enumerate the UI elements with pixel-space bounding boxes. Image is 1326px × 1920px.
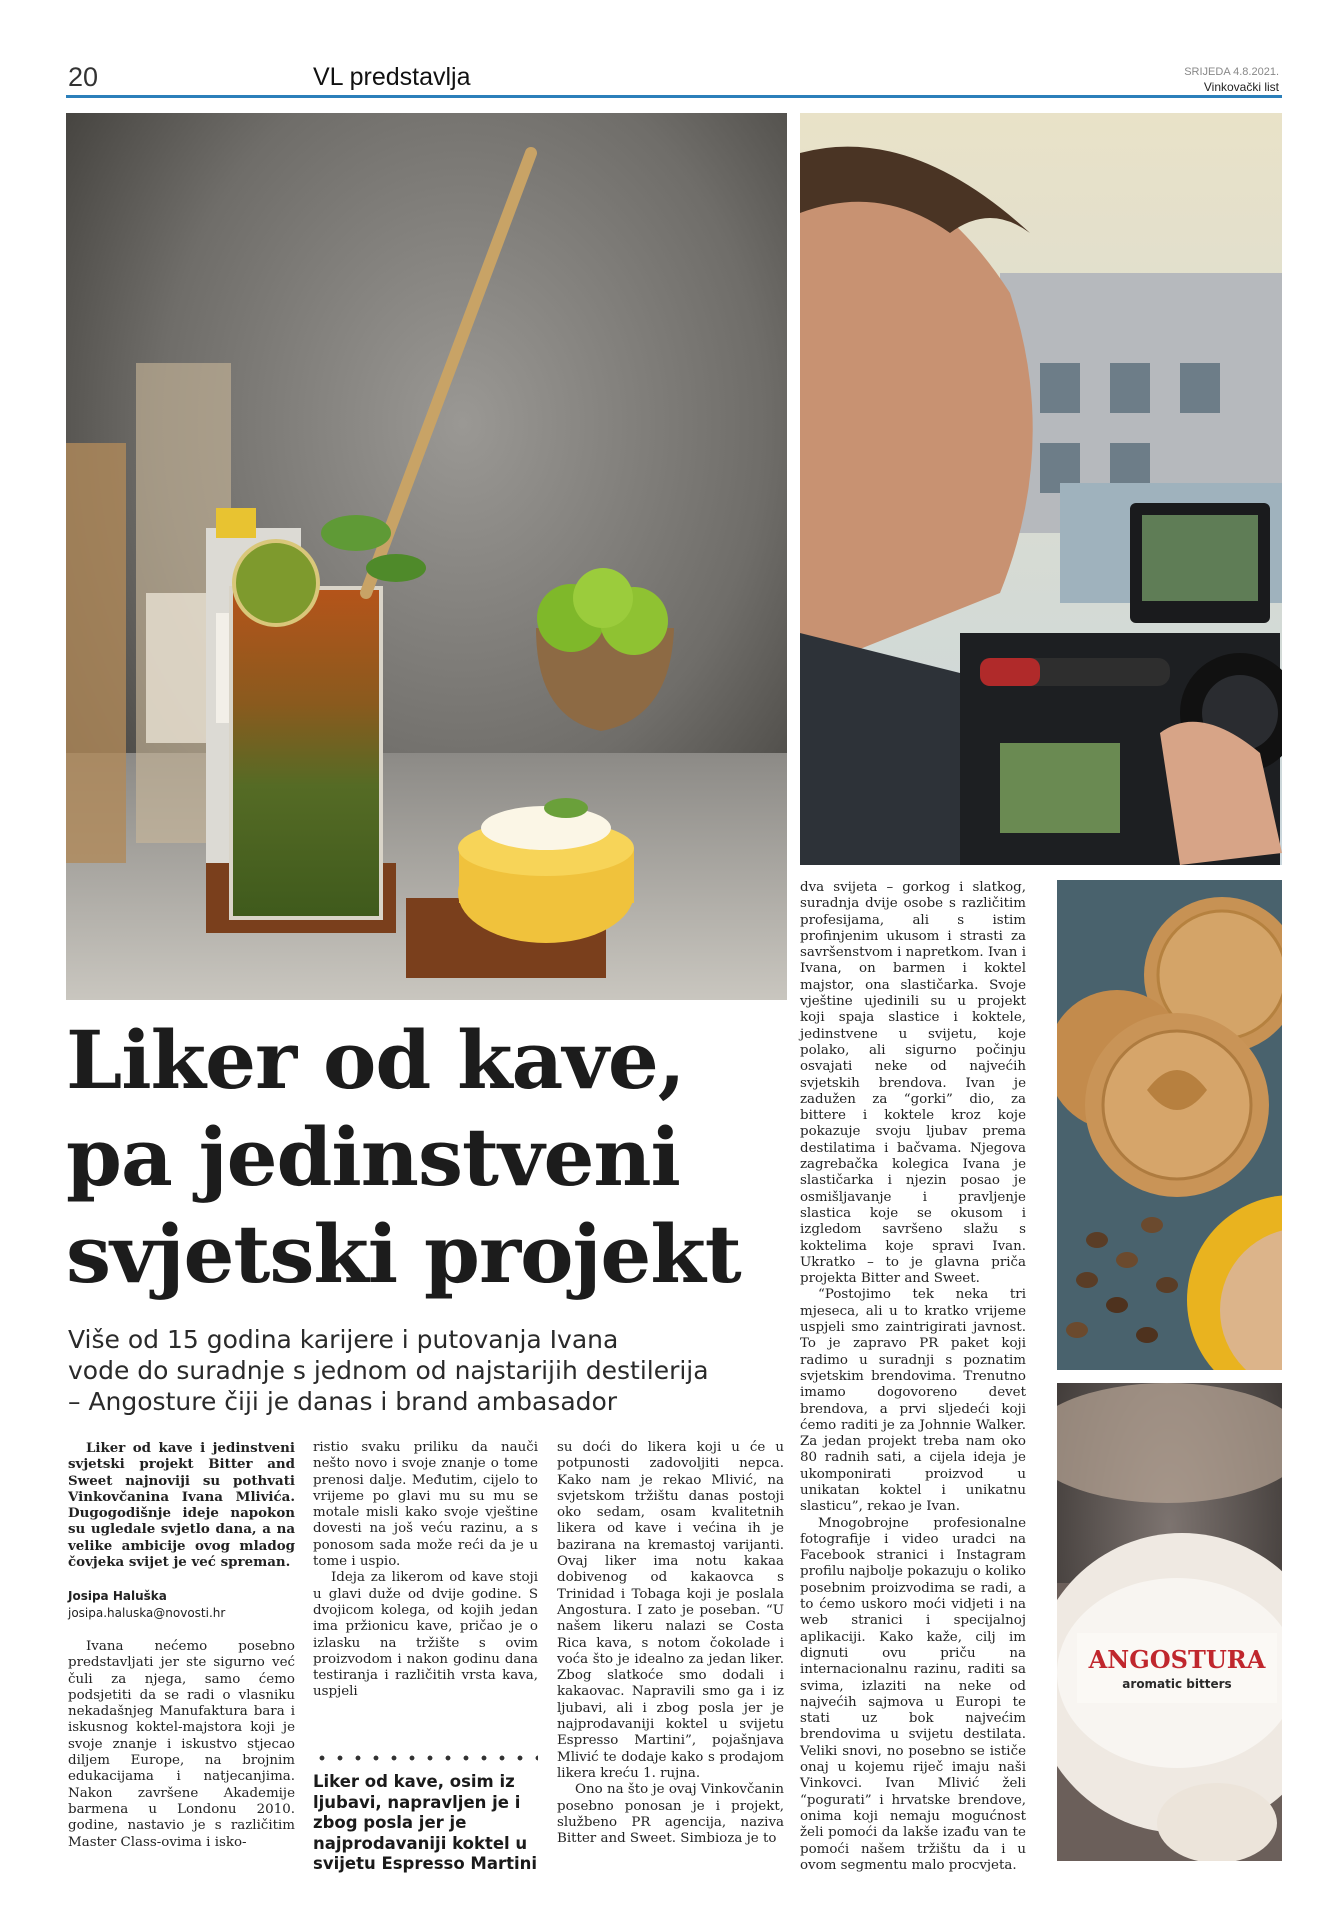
subheadline-line: – Angosture čiji je danas i brand ambasador — [68, 1387, 618, 1416]
article-column-4 — [800, 880, 1026, 1874]
paragraph: Ivana nećemo posebno predstavljati jer ste sigurno već čuli za njega, samo ćemo podsjetiti da se radi o vlasniku nekadašnjeg Manufaktura bara i iskusnog koktel-majstora koji je svoje znanje i iskustvo stjecao diljem Europe, na brojnim edukacijama i natjecanjima. Nakon završene Akademije barmena u Londonu 2010. godine, nastavio je s različitim Master Class-ovima i isko- — [68, 1638, 295, 1850]
pullquote: Liker od kave, osim iz ljubavi, napravljen je i zbog posla jer je najprodavaniji koktel u svijetu Espresso Martini — [313, 1772, 538, 1873]
subheadline-line: vode do suradnje s jednom od najstarijih destilerija — [68, 1356, 709, 1385]
article-column-1 — [68, 1440, 295, 1851]
author-email: josipa.haluska@novosti.hr — [68, 1605, 226, 1620]
biscuits-photo — [1057, 880, 1282, 1370]
article-lead: Liker od kave i jedinstveni svjetski projekt Bitter and Sweet najnoviji su pothvati Vinkovčanina Ivana Mlivića. Dugogodišnje ideje napokon su ugledale svjetlo dana, a na velike ambicije ovog mladog čovjeka svijet je već spreman. — [68, 1440, 295, 1571]
headline-line: pa jedinstveni — [66, 1110, 680, 1204]
paragraph: Mnogobrojne profesionalne fotografije i video uradci na Facebook stranici i Instagram profilu najbolje pokazuju o koliko posebnim proizvodima se radi, a to ćemo uskoro moći vidjeti i na web stranici i specijalnoj aplikaciji. Kako kaže, cilj im dignuti ovu priču na internacionalnu razinu, raditi sa svima, izlaziti na neke od najvećih sajmova u Europi te stati uz bok najvećim brendovima u svijetu destilata. Veliki snovi, no posebno se ističe onaj u kojemu riječ imaju naši Vinkovci. Ivan Mlivić želi “pogurati” i hrvatske brendove, onima koji nemaju mogućnost želi pomoći da lakše izađu van te pomoći našem tržištu da i u ovom segmentu malo procvjeta. — [800, 1515, 1026, 1873]
angostura-photo — [1057, 1383, 1282, 1861]
newspaper-name: Vinkovački list — [1203, 80, 1279, 94]
subheadline-line: Više od 15 godina karijere i putovanja Ivana — [68, 1325, 619, 1354]
headline — [66, 1012, 786, 1303]
paragraph: “Postojimo tek neka tri mjeseca, ali u to kratko vrijeme uspjeli smo zaintrigirati javnost. To je zapravo PR paket koji radimo u suradnji s poznatim svjetskim brendovima. Trenutno imamo dogovoreno devet brendova, a prvi sljedeći koji ćemo raditi je za Johnnie Walker. Za jedan projekt treba nam oko 80 radnih sati, a cijela ideja je ukomponirati proizvod u unikatan koktel i unikatnu slasticu”, rekao je Ivan. — [800, 1287, 1026, 1515]
angostura-label-brand: ANGOSTURA — [1088, 1645, 1266, 1674]
paragraph: dva svijeta – gorkog i slatkog, suradnja dvije osobe s različitim profesijama, ali s istim profinjenim ukusom i strasti za savršenstvom i napretkom. Ivan i Ivana, on barmen i koktel majstor, ona slastičarka. Svoje vještine ujedinili su u projekt koji spaja slastice i koktele, jedinstvene u svijetu, koje polako, ali sigurno počinju osvajati neke od najvećih svjetskih brendova. Ivan je zadužen za “gorki” dio, za bittere i koktele kroz koje pokazuje svoju ljubav prema destilatima i bačvama. Njegova zagrebačka kolegica Ivana je slastičarka i njezin posao je osmišljavanje i pravljenje slastica koje se okusom i izgledom savršeno slažu s koktelima koje spravi Ivan. Ukratko – to je glavna priča projekta Bitter and Sweet. — [800, 880, 1026, 1287]
headline-line: Liker od kave, — [66, 1013, 685, 1107]
paragraph: ristio svaku priliku da nauči nešto novo i svoje znanje o tome prenosi dalje. Međutim, cijelo to vrijeme po glavi mu su mu se motale misli kako svoje vještine dovesti na još veću razinu, a s ponosom sada može reći da je u tome i uspio. — [313, 1440, 538, 1570]
paragraph: Ideja za likerom od kave stoji u glavi duže od dvije godine. S dvojicom kolega, od kojih jedan ima pržionicu kave, pričao je o izlasku na tržište s ovim proizvodom i nakon godinu dana testiranja i različitih vrsta kava, uspjeli — [313, 1570, 538, 1700]
subheadline — [68, 1324, 788, 1417]
article-column-3 — [557, 1440, 784, 1847]
section-name: VL predstavlja — [313, 63, 471, 91]
angostura-label-sub: aromatic bitters — [1122, 1677, 1232, 1691]
paragraph: Ono na što je ovaj Vinkovčanin posebno ponosan je i projekt, službeno PR agencija, naziva Bitter and Sweet. Simbioza je to — [557, 1782, 784, 1847]
article-column-2 — [313, 1440, 538, 1701]
headline-line: svjetski projekt — [66, 1207, 741, 1301]
issue-date: SRIJEDA 4.8.2021. — [1184, 66, 1279, 78]
paragraph: su doći do likera koji u će u potpunosti zadovoljiti nepca. Kako nam je rekao Mlivić, na svjetskom tržištu danas postoji oko sedam, osam kvalitetnih likera od kave i većina ih je bazirana na kremastoj varijanti. Ovaj liker ima notu kakaa dobivenog od kakaovca s Trinidad i Tobaga koji je poslala Angostura. I zato je poseban. “U našem likeru nalazi se Costa Rica kava, s notom čokolade i voća što je idealno za jedan liker. Zbog slatkoće smo dodali i kakaovac. Napravili smo ga i iz ljubavi, ali i zbog posla jer je najprodavaniji koktel u svijetu Espresso Martini”, pojašnjava Mlivić te dodaje kako s prodajom likera kreću 1. rujna. — [557, 1440, 784, 1781]
camera-operator-photo — [800, 113, 1282, 865]
author-name: Josipa Haluška — [68, 1589, 167, 1604]
pullquote-divider — [313, 1755, 538, 1761]
cocktail-photo — [66, 113, 787, 1000]
page-number: 20 — [68, 62, 99, 92]
header-rule — [66, 95, 1282, 98]
